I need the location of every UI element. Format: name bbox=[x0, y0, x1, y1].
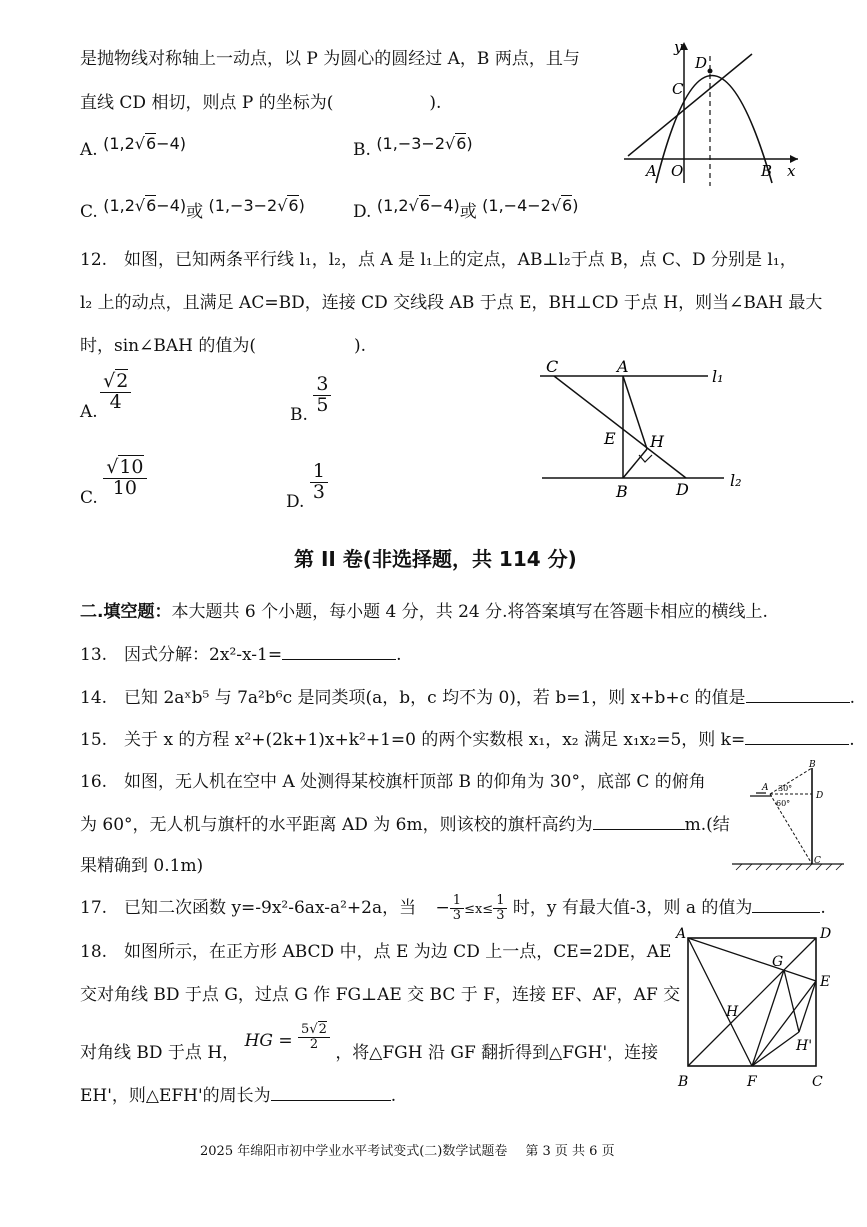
q18-answer-blank[interactable] bbox=[271, 1084, 391, 1101]
label-g: G bbox=[772, 954, 784, 970]
label-c: C bbox=[814, 856, 821, 866]
q12-option-d-frac: $\frac{1}{3}$ bbox=[310, 462, 328, 503]
label-y: y bbox=[674, 38, 683, 56]
label-e: E bbox=[820, 974, 831, 990]
q18-line3: 对角线 BD 于点 H， HG = $\frac{5√2}{2}$ ，将△FGH 沿 GF 翻折得到△FGH'，连接 bbox=[80, 1022, 659, 1063]
q11-parabola-figure bbox=[620, 38, 805, 188]
label-d: D bbox=[676, 480, 689, 499]
q12-option-c-frac: $\frac{√10}{10}$ bbox=[103, 458, 146, 499]
q12-option-c: C. $\frac{√10}{10}$ bbox=[80, 458, 147, 499]
q12-option-a-frac: $\frac{√2}{4}$ bbox=[100, 372, 131, 413]
q14-answer-blank[interactable] bbox=[746, 686, 850, 703]
segment-gf bbox=[752, 970, 784, 1066]
q17-answer-blank[interactable] bbox=[752, 896, 820, 913]
label-a: A bbox=[676, 926, 687, 942]
segment-ae bbox=[688, 938, 816, 981]
q16-line1: 16. 如图，无人机在空中 A 处测得某校旗杆顶部 B 的仰角为 30°，底部 C 的俯角 bbox=[80, 772, 706, 792]
segment-bh bbox=[623, 449, 647, 478]
segment-fh-prime bbox=[752, 1032, 799, 1066]
label-a: A bbox=[646, 162, 657, 180]
q12-option-a: A. $\frac{√2}{4}$ bbox=[80, 372, 131, 413]
q18-line2: 交对角线 BD 于点 G，过点 G 作 FG⊥AE 交 BC 于 F，连接 EF、AF，AF 交 bbox=[80, 985, 681, 1005]
label-b: B bbox=[761, 162, 773, 180]
label-l1: l₁ bbox=[712, 367, 724, 386]
q11-option-b-expr: (1,−3−2√6) bbox=[376, 134, 473, 153]
angle-30-label: 30° bbox=[778, 784, 793, 793]
label-c: C bbox=[546, 357, 559, 376]
label-f: F bbox=[747, 1074, 757, 1090]
label-h-prime: H' bbox=[796, 1038, 813, 1054]
q18-line1: 18. 如图所示，在正方形 ABCD 中，点 E 为边 CD 上一点，CE=2DE，AE bbox=[80, 942, 672, 962]
q12-line3: 时，sin∠BAH 的值为( ). bbox=[80, 336, 367, 356]
q11-option-c: C. (1,2√6−4)或 (1,−3−2√6) bbox=[80, 196, 305, 222]
label-x: x bbox=[787, 162, 796, 180]
label-l2: l₂ bbox=[730, 471, 742, 490]
label-d: D bbox=[816, 791, 824, 801]
q11-line1: 是抛物线对称轴上一动点，以 P 为圆心的圆经过 A，B 两点，且与 bbox=[80, 49, 580, 69]
q12-option-d: D. $\frac{1}{3}$ bbox=[286, 462, 328, 503]
q11-line2: 直线 CD 相切，则点 P 的坐标为( ). bbox=[80, 93, 442, 113]
q13: 13. 因式分解：2x²-x-1= . bbox=[80, 645, 402, 665]
label-c: C bbox=[812, 1074, 823, 1090]
q12-option-b-frac: $\frac{3}{5}$ bbox=[313, 375, 331, 416]
point-d bbox=[708, 69, 713, 74]
q12-option-b: B. $\frac{3}{5}$ bbox=[290, 375, 331, 416]
part-two-title: 第 II 卷(非选择题，共 114 分) bbox=[294, 547, 577, 571]
q15: 15. 关于 x 的方程 x²+(2k+1)x+k²+1=0 的两个实数根 x₁，x₂ 满足 x₁x₂=5，则 k= . bbox=[80, 730, 855, 750]
q18-square-figure bbox=[674, 922, 844, 1092]
drone-icon bbox=[750, 793, 772, 796]
q16-line2: 为 60°，无人机与旗杆的水平距离 AD 为 6m，则该校的旗杆高约为 m.(结 bbox=[80, 815, 730, 835]
label-b: B bbox=[678, 1074, 689, 1090]
q17: 17. 已知二次函数 y=-9x²-6ax-a²+2a，当 − $\frac{1}{3}$ ≤x≤ $\frac{1}{3}$ 时，y 有最大值-3，则 a 的值为 . bbox=[80, 893, 826, 923]
label-d: D bbox=[695, 54, 708, 72]
footer: 2025 年绵阳市初中学业水平考试变式(二)数学试题卷 第 3 页 共 6 页 bbox=[200, 1144, 615, 1159]
label-a: A bbox=[617, 357, 629, 376]
q11-option-c-expr2: (1,−3−2√6) bbox=[208, 196, 305, 215]
q16-answer-blank[interactable] bbox=[593, 813, 685, 830]
q16-flagpole-figure bbox=[728, 758, 848, 874]
label-c: C bbox=[672, 80, 684, 98]
q11-option-a-expr: (1,2√6−4) bbox=[103, 134, 186, 153]
q11-option-a: A. (1,2√6−4) bbox=[80, 134, 186, 160]
q15-answer-blank[interactable] bbox=[745, 728, 849, 745]
q12-parallel-lines-figure bbox=[530, 352, 760, 502]
segment-af bbox=[688, 938, 752, 1066]
label-b: B bbox=[809, 760, 816, 770]
ground-hatching bbox=[736, 864, 842, 870]
label-d: D bbox=[820, 926, 832, 942]
q11-option-c-expr1: (1,2√6−4) bbox=[103, 196, 187, 215]
section-two-header: 二.填空题：本大题共 6 个小题，每小题 4 分，共 24 分.将答案填写在答题卡相应的横线上. bbox=[80, 602, 768, 622]
q18-hg-frac: $\frac{5√2}{2}$ bbox=[298, 1023, 330, 1051]
q17-frac-one-third: $\frac{1}{3}$ bbox=[493, 894, 507, 922]
angle-60-label: 60° bbox=[776, 799, 791, 808]
label-b: B bbox=[616, 482, 628, 501]
q12-line2: l₂ 上的动点，且满足 AC=BD，连接 CD 交线段 AB 于点 E，BH⊥CD 于点 H，则当∠BAH 最大 bbox=[80, 293, 823, 313]
segment-gh-prime bbox=[784, 970, 799, 1032]
q14: 14. 已知 2aˣb⁵ 与 7a²b⁶c 是同类项(a，b，c 均不为 0)，若 b=1，则 x+b+c 的值是 . bbox=[80, 688, 855, 708]
q11-option-d: D. (1,2√6−4)或 (1,−4−2√6) bbox=[353, 196, 579, 222]
label-e: E bbox=[604, 429, 616, 448]
q16-line3: 果精确到 0.1m) bbox=[80, 856, 204, 876]
label-h: H bbox=[726, 1004, 739, 1020]
segment-eh-prime bbox=[799, 981, 816, 1032]
label-o: O bbox=[671, 162, 684, 180]
segment-cd bbox=[554, 376, 686, 478]
q13-answer-blank[interactable] bbox=[282, 643, 396, 660]
q11-option-b: B. (1,−3−2√6) bbox=[353, 134, 473, 160]
q12-line1: 12. 如图，已知两条平行线 l₁，l₂，点 A 是 l₁上的定点，AB⊥l₂于点 B，点 C、D 分别是 l₁， bbox=[80, 250, 797, 270]
page-number: 第 3 页 共 6 页 bbox=[525, 1144, 615, 1159]
line-cd bbox=[628, 54, 752, 156]
label-h: H bbox=[650, 432, 664, 451]
q17-frac-neg-one-third: $\frac{1}{3}$ bbox=[450, 894, 464, 922]
q11-option-d-expr2: (1,−4−2√6) bbox=[482, 196, 579, 215]
q18-line4: EH'，则△EFH'的周长为 . bbox=[80, 1086, 397, 1106]
label-a: A bbox=[762, 783, 769, 793]
q11-option-d-expr1: (1,2√6−4) bbox=[376, 196, 460, 215]
